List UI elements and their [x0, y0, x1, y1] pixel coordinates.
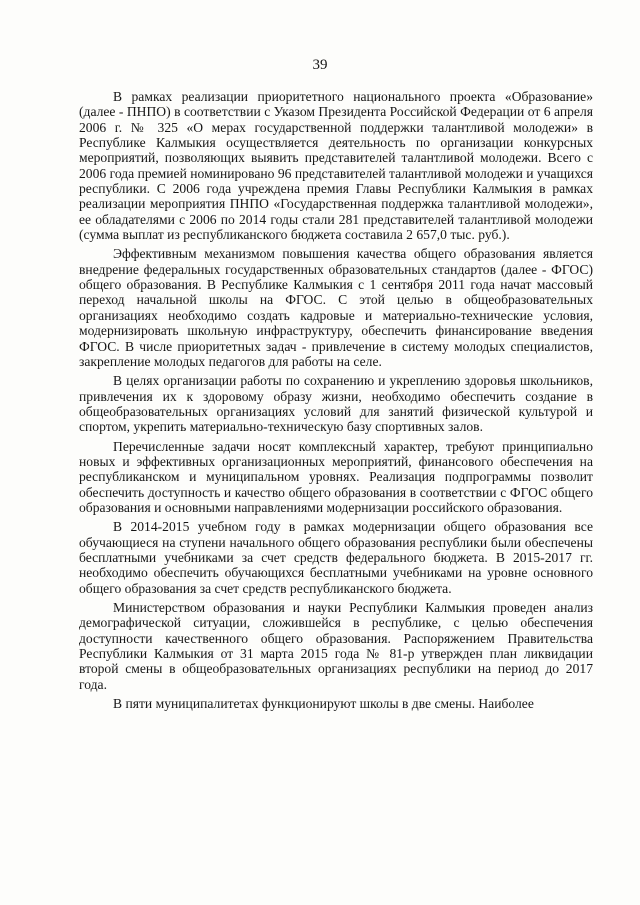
paragraph-demographic-analysis: Министерством образования и науки Республики Калмыкия проведен анализ демографической ситуации, сложившейся в республике, с целью обеспечения доступности качественного общего образования. Распоряжением Правительства Республики Калмыкия от 31 марта 2015 года № 81-р утвержден план ликвидации второй смены в общеобразовательных организациях республики на период до 2017 года.: [79, 600, 593, 692]
paragraph-two-shift-schools: В пяти муниципалитетах функционируют школы в две смены. Наиболее: [113, 696, 534, 712]
document-body: [79, 89, 593, 711]
paragraph-free-textbooks: В 2014-2015 учебном году в рамках модернизации общего образования все обучающиеся на ступени начального общего образования республики были обеспечены бесплатными учебниками за счет средств федерального бюджета. В 2015-2017 гг. необходимо обеспечить обучающихся бесплатными учебниками на уровне основного общего образования за счет средств республиканского бюджета.: [79, 519, 593, 596]
paragraph-student-health: В целях организации работы по сохранению и укреплению здоровья школьников, привлечения их к здоровому образу жизни, необходимо обеспечить создание в общеобразовательных организациях условий для занятий физической культурой и спортом, укрепить материально-техническую базу спортивных залов.: [79, 373, 593, 435]
paragraph-fgos-standards: Эффективным механизмом повышения качества общего образования является внедрение федеральных государственных образовательных стандартов (далее - ФГОС) общего образования. В Республике Калмыкия с 1 сентября 2011 года начат массовый переход начальной школы на ФГОС. С этой целью в общеобразовательных организациях необходимо создать кадровые и материально-технические условия, модернизировать школьную инфраструктуру, обеспечить финансирование введения ФГОС. В числе приоритетных задач - привлечение в систему молодых специалистов, закрепление молодых педагогов для работы на селе.: [79, 246, 593, 369]
page-number: 39: [312, 57, 328, 73]
paragraph-subprogram-tasks: Перечисленные задачи носят комплексный характер, требуют принципиально новых и эффективных организационных мероприятий, финансового обеспечения на республиканском и муниципальном уровнях. Реализация подпрограммы позволит обеспечить доступность и качество общего образования в соответствии с ФГОС общего образования и основными направлениями модернизации российского образования.: [79, 438, 593, 515]
paragraph-talented-youth: В рамках реализации приоритетного национального проекта «Образование» (далее - ПНПО) в соответствии с Указом Президента Российской Федерации от 6 апреля 2006 г. № 325 «О мерах государственной поддержки талантливой молодежи» в Республике Калмыкия осуществляется деятельность по организации конкурсных мероприятий, позволяющих выявить представителей талантливой молодежи. Всего с 2006 года премией номинировано 96 представителей талантливой молодежи и учащихся республики. С 2006 года учреждена премия Главы Республики Калмыкия в рамках реализации мероприятия ПНПО «Государственная поддержка талантливой молодежи», ее обладателями с 2006 по 2014 годы стали 281 представителей талантливой молодежи (сумма выплат из республиканского бюджета составила 2 657,0 тыс. руб.).: [79, 89, 594, 243]
